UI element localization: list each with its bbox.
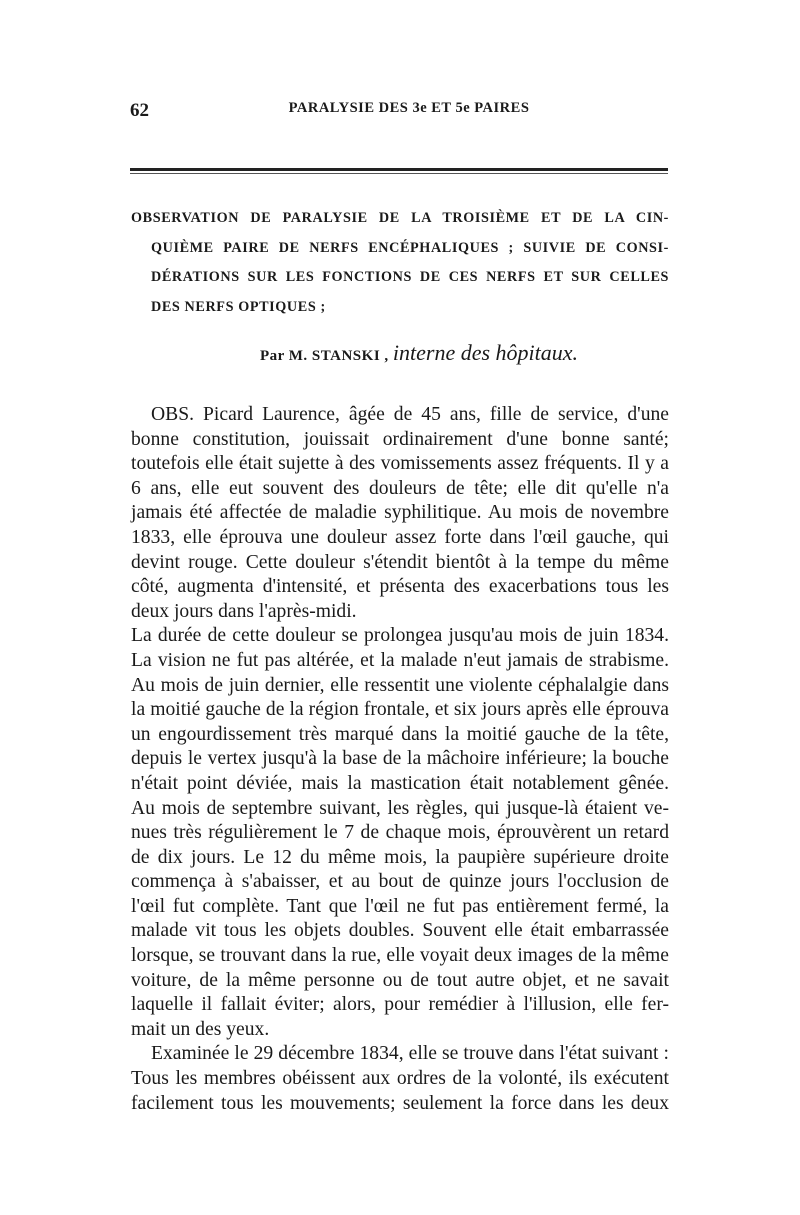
byline-role: interne des hôpitaux. [392, 340, 579, 365]
header-rule-thin [130, 173, 668, 174]
page-number: 62 [130, 100, 149, 121]
heading-line: DÉRATIONS SUR LES FONCTIONS DE CES NERFS ET SUR CELLES [151, 269, 669, 285]
article-heading [131, 204, 669, 322]
text-line: Tous les membres obéissent aux ordres de la volonté, ils exécutent [131, 1068, 669, 1090]
text-line: laquelle il fallait éviter; alors, pour remédier à l'illusion, elle fer- [131, 994, 669, 1016]
text-line: La vision ne fut pas altérée, et la malade n'eut jamais de strabisme. [131, 649, 669, 671]
text-line: Au mois de juin dernier, elle ressentit une violente céphalalgie dans [131, 674, 669, 696]
text-line: 6 ans, elle eut souvent des douleurs de tête; elle dit qu'elle n'a [131, 477, 669, 499]
text-line: l'œil fut complète. Tant que l'œil ne fut pas entièrement fermé, la [131, 895, 669, 917]
text-line: commença à s'abaisser, et au bout de quinze jours l'occlusion de [131, 871, 669, 893]
text-line: 1833, elle éprouva une douleur assez forte dans l'œil gauche, qui [131, 526, 669, 548]
running-head [130, 100, 668, 124]
text-line: nues très régulièrement le 7 de chaque mois, éprouvèrent un retard [131, 822, 669, 844]
text-line: côté, augmenta d'intensité, et présenta des exacerbations tous les [131, 576, 669, 598]
text-line: malade vit tous les objets doubles. Souvent elle était embarrassée [131, 920, 669, 942]
text-line: jamais été affectée de maladie syphilitique. Au mois de novembre [131, 502, 669, 524]
byline-par: Par M. [259, 348, 312, 364]
heading-line: DES NERFS OPTIQUES ; [151, 298, 326, 315]
byline-author: STANSKI [311, 348, 381, 364]
byline-sep: , [380, 348, 393, 364]
header-rule-thick [130, 168, 668, 171]
text-line: depuis le vertex jusqu'à la base de la mâchoire inférieure; la bouche [131, 748, 669, 770]
text-line: facilement tous les mouvements; seulement la force dans les deux [131, 1092, 669, 1114]
text-line: de dix jours. Le 12 du même mois, la paupière supérieure droite [131, 846, 669, 868]
text-line: voiture, de la même personne ou de tout autre objet, et ne savait [131, 969, 669, 991]
body-text [131, 403, 669, 1116]
text-line: deux jours dans l'après-midi. [131, 600, 357, 622]
text-line: La durée de cette douleur se prolongea jusqu'au mois de juin 1834. [131, 625, 669, 647]
byline [130, 340, 688, 366]
heading-line: OBSERVATION DE PARALYSIE DE LA TROISIÈME ET DE LA CIN- [131, 210, 669, 226]
text-line: devint rouge. Cette douleur s'étendit bientôt à la tempe du même [131, 551, 669, 573]
text-line: toutefois elle était sujette à des vomissements assez fréquents. Il y a [131, 453, 669, 475]
text-line: mait un des yeux. [131, 1018, 270, 1040]
text-line: bonne constitution, jouissait ordinairement d'une bonne santé; [131, 428, 669, 450]
running-title: PARALYSIE DES 3e ET 5e PAIRES [288, 100, 530, 116]
text-line: un engourdissement très marqué dans la moitié gauche de la tête, [131, 723, 669, 745]
text-line: la moitié gauche de la région frontale, et six jours après elle éprouva [131, 699, 669, 721]
text-line: n'était point déviée, mais la mastication était notablement gênée. [131, 772, 669, 794]
heading-line: QUIÈME PAIRE DE NERFS ENCÉPHALIQUES ; SUIVIE DE CONSI- [151, 239, 669, 256]
text-line: Examinée le 29 décembre 1834, elle se trouve dans l'état suivant : [151, 1043, 669, 1065]
text-line: lorsque, se trouvant dans la rue, elle voyait deux images de la même [131, 945, 669, 967]
text-line: OBS. Picard Laurence, âgée de 45 ans, fille de service, d'une [151, 404, 669, 425]
text-line: Au mois de septembre suivant, les règles, qui jusque-là étaient ve- [131, 797, 669, 819]
